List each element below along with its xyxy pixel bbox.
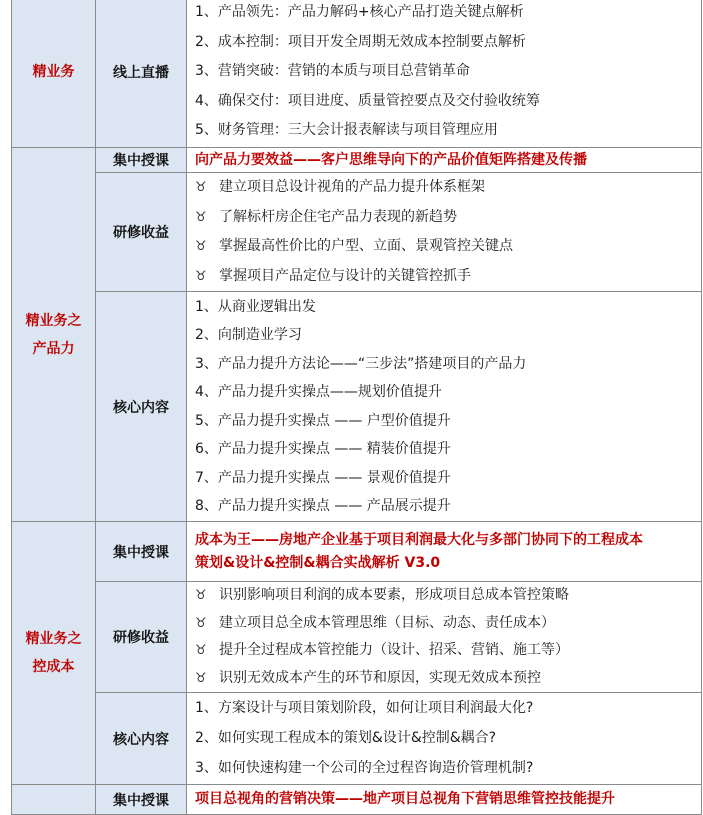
section-title-line: 控成本 [32, 659, 75, 676]
taurus-bullet-icon: ♉ [195, 180, 207, 195]
list-item [195, 232, 701, 262]
list-item [195, 637, 701, 665]
lecture-title-line: 策划&设计&控制&耦合实战解析 V3.0 [195, 554, 441, 571]
section-title [12, 522, 96, 785]
lecture-title-line: 成本为王——房地产企业基于项目利润最大化与多部门协同下的工程成本 [195, 531, 643, 548]
section-title-line: 精业务之 [25, 312, 82, 329]
list-item: 8、产品力提升实操点 —— 产品展示提升 [195, 498, 451, 515]
benefit-text: 提升全过程成本管控能力（设计、招采、营销、施工等） [219, 642, 569, 659]
lecture-title: 项目总视角的营销决策——地产项目总视角下营销思维管控技能提升 [187, 785, 702, 815]
list-item: 7、产品力提升实操点 —— 景观价值提升 [195, 469, 451, 486]
curriculum-table [11, 0, 702, 815]
list-item: 2、成本控制：项目开发全周期无效成本控制要点解析 [195, 33, 526, 50]
taurus-bullet-icon: ♉ [195, 209, 207, 225]
section-title-line: 精业务之 [25, 631, 82, 648]
list-item [195, 173, 701, 203]
section-title-line: 产品力 [32, 340, 75, 357]
taurus-bullet-icon: ♉ [195, 670, 207, 686]
section-title-text: 精业务 [32, 64, 75, 80]
list-item: 5、产品力提升实操点 —— 户型价值提升 [195, 412, 451, 429]
core-list [187, 292, 702, 522]
list-item: 5、财务管理：三大会计报表解读与项目管理应用 [195, 122, 498, 139]
benefit-text: 了解标杆房企住宅产品力表现的新趋势 [219, 208, 457, 225]
lecture-title [187, 522, 702, 582]
section-row-jing-ye-wu [12, 0, 702, 148]
list-item: 2、向制造业学习 [195, 327, 302, 344]
section-title [12, 0, 96, 148]
list-item: 1、从商业逻辑出发 [195, 298, 316, 315]
benefits-label: 研修收益 [96, 173, 187, 292]
core-label: 核心内容 [96, 292, 187, 522]
list-item [195, 582, 701, 610]
list-item: 6、产品力提升实操点 —— 精装价值提升 [195, 441, 451, 458]
benefit-text: 识别无效成本产生的环节和原因，实现无效成本预控 [219, 669, 541, 686]
benefit-text: 掌握项目产品定位与设计的关键管控抓手 [219, 267, 471, 284]
topic-list [187, 0, 702, 148]
subsection-label: 线上直播 [96, 0, 187, 148]
list-item: 4、产品力提升实操点——规划价值提升 [195, 384, 442, 401]
core-list [187, 693, 702, 785]
taurus-bullet-icon: ♉ [195, 615, 207, 631]
taurus-bullet-icon: ♉ [195, 239, 207, 255]
lecture-label: 集中授课 [96, 785, 187, 815]
taurus-bullet-icon: ♉ [195, 268, 207, 284]
core-label: 核心内容 [96, 693, 187, 785]
list-item [195, 262, 701, 292]
list-item: 3、产品力提升方法论——“三步法”搭建项目的产品力 [195, 355, 527, 372]
list-item: 2、如何实现工程成本的策划&设计&控制&耦合? [195, 730, 497, 747]
list-item [195, 665, 701, 693]
taurus-bullet-icon: ♉ [195, 588, 207, 604]
list-item: 3、如何快速构建一个公司的全过程咨询造价管理机制? [195, 759, 534, 776]
list-item [195, 610, 701, 638]
list-item: 1、方案设计与项目策划阶段，如何让项目利润最大化? [195, 700, 534, 717]
benefit-text: 识别影响项目利润的成本要素，形成项目总成本管控策略 [219, 587, 569, 604]
benefits-list [187, 582, 702, 693]
benefit-text: 掌握最高性价比的户型、立面、景观管控关键点 [219, 238, 513, 255]
section-title [12, 148, 96, 522]
lecture-label: 集中授课 [96, 522, 187, 582]
lecture-label: 集中授课 [96, 148, 187, 173]
list-item [195, 203, 701, 233]
benefit-text: 建立项目总全成本管理思维（目标、动态、责任成本） [219, 614, 555, 631]
benefit-text: 建立项目总设计视角的产品力提升体系框架 [219, 179, 485, 195]
list-item: 1、产品领先：产品力解码+核心产品打造关键点解析 [195, 4, 524, 21]
benefits-list [187, 173, 702, 292]
list-item: 3、营销突破：营销的本质与项目总营销革命 [195, 63, 470, 80]
benefits-label: 研修收益 [96, 582, 187, 693]
taurus-bullet-icon: ♉ [195, 643, 207, 659]
list-item: 4、确保交付：项目进度、质量管控要点及交付验收统筹 [195, 92, 540, 109]
lecture-title: 向产品力要效益——客户思维导向下的产品价值矩阵搭建及传播 [187, 148, 702, 173]
